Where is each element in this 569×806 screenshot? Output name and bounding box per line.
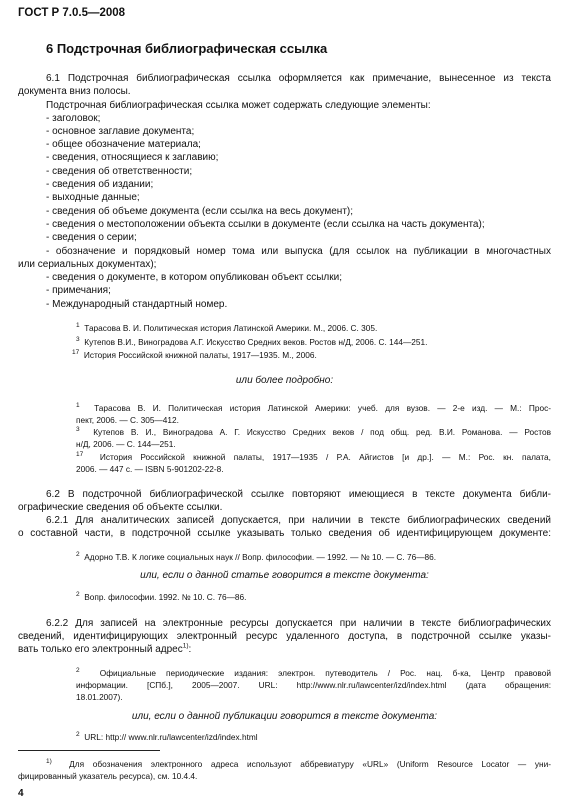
example-footnote — [76, 336, 427, 348]
footnote-marker: 1) — [46, 758, 52, 766]
para-6-2-line2: ографические сведения об объекте ссылки. — [18, 502, 223, 513]
example-footnote-line: 2006. — 447 с. — ISBN 5-901202-22-8. — [76, 464, 224, 474]
list-item: - сведения об ответственности; — [46, 166, 193, 177]
para-6-2-2-line3: вать только его электронный адрес$^{1)}$: — [18, 642, 192, 655]
list-item: - сведения об объеме документа (если ссылка на весь документ); — [46, 206, 354, 217]
footnote-marker: 2 — [76, 667, 80, 675]
example-footnote-line: информации. [СПб.], 2005—2007. URL: http://www.nlr.ru/lawcenter/izd/index.html (дата обращения: — [76, 680, 551, 690]
example-footnote-line: $^2$ Официальные периодические издания: электрон. путеводитель / Рос. нац. б-ка, Центр правовой — [76, 667, 551, 678]
example-footnote: $^2$ Адорно Т.В. К логике социальных наук // Вопр. философии. — 1992. — № 10. — С. 76—86. — [76, 551, 437, 562]
example-footnote: $^2$ Вопр. философии. 1992. № 10. С. 76—86. — [76, 591, 247, 602]
example-footnote-line: $^1$ Тарасова В. И. Политическая история Латинской Америки: учеб. для вузов. — 2-е изд. — М.: Прос- — [76, 402, 551, 413]
example-footnote-line: 18.01.2007). — [76, 692, 123, 702]
footnote-marker: 1 — [76, 402, 80, 410]
list-item: - выходные данные; — [46, 192, 140, 203]
para-6-1-line2: документа вниз полосы. — [18, 86, 131, 97]
section-title: 6 Подстрочная библиографическая ссылка — [46, 41, 328, 56]
footnote-ref: 1) — [182, 642, 189, 650]
list-item: - заголовок; — [46, 113, 101, 124]
example-footnote — [72, 349, 317, 361]
example-footnote — [76, 322, 377, 334]
footnote-marker: 3 — [76, 336, 80, 344]
footnote-marker: 17 — [72, 349, 80, 357]
example-footnote-line: н/Д, 2006. — С. 144—251. — [76, 439, 176, 449]
footnote-marker: 17 — [76, 451, 84, 459]
footnote-text: История Российской книжной палаты, 1917—1935. М., 2006. — [83, 350, 317, 360]
para-6-2-line1: 6.2 В подстрочной библиографической ссылке повторяют имеющиеся в тексте документа библи- — [46, 489, 551, 500]
para-6-2-2-line1: 6.2.2 Для записей на электронные ресурсы допускается при наличии в тексте библиографических — [46, 618, 551, 629]
page-footnote-line2: фицированный указатель ресурса), см. 10.4.4. — [18, 771, 198, 781]
footnote-marker: 1 — [76, 322, 80, 330]
list-item-continuation: или сериальных документах); — [18, 259, 157, 270]
footnote-text: Кутепов В.И., Виноградова А.Г. Искусство Средних веков. Ростов н/Д, 2006. С. 144—251. — [84, 337, 428, 347]
footnote-marker: 2 — [76, 551, 80, 559]
footnote-marker: 2 — [76, 591, 80, 599]
list-item: - примечания; — [46, 285, 111, 296]
example-footnote-line: пект, 2006. — С. 305—412. — [76, 415, 179, 425]
list-item: - общее обозначение материала; — [46, 139, 201, 150]
footnote-marker: 2 — [76, 731, 80, 739]
or-article-caption: или, если о данной статье говорится в тексте документа: — [140, 570, 429, 581]
page-footnote-line1: $^{1)}$ Для обозначения электронного адреса используют аббревиатуру «URL» (Uniform Resource Locator — уни- — [46, 758, 551, 769]
list-item: - сведения о серии; — [46, 232, 137, 243]
list-item: - сведения, относящиеся к заглавию; — [46, 152, 219, 163]
list-item: - сведения об издании; — [46, 179, 154, 190]
list-item: - сведения о местоположении объекта ссылки в документе (если ссылка на часть документа); — [46, 219, 485, 230]
para-6-1-elements-intro: Подстрочная библиографическая ссылка может содержать следующие элементы: — [46, 100, 431, 111]
standard-header: ГОСТ Р 7.0.5—2008 — [18, 7, 126, 19]
example-footnote-line: $^3$ Кутепов В. И., Виноградова А. Г. Искусство Средних веков / под общ. ред. В.И. Романова. — Ростов — [76, 426, 551, 437]
para-6-2-2-line2: сведений, идентифицирующих электронный ресурс удаленного доступа, в подстрочной ссылке указы- — [18, 631, 551, 642]
footnote-text: Тарасова В. И. Политическая история Латинской Америки. М., 2006. С. 305. — [84, 323, 378, 333]
example-footnote-line: $^{17}$ История Российской книжной палаты, 1917—1935 / Р.А. Айгистов [и др.]. — М.: Рос. кн. палата, — [76, 451, 551, 462]
example-footnote: $^2$ URL: http:// www.nlr.ru/lawcenter/izd/index.html — [76, 731, 258, 742]
para-6-1-line1: 6.1 Подстрочная библиографическая ссылка оформляется как примечание, вынесенное из текста — [46, 73, 551, 84]
para-6-2-1-line1: 6.2.1 Для аналитических записей допускается, при наличии в тексте библиографических сведений — [46, 515, 551, 526]
page-number: 4 — [18, 788, 24, 799]
list-item: - основное заглавие документа; — [46, 126, 195, 137]
or-publication-caption: или, если о данной публикации говорится в тексте документа: — [131, 711, 438, 722]
para-6-2-1-line2: о составной части, в подстрочной ссылке указывать только сведения об идентифицирующем документе: — [18, 528, 551, 539]
list-item: - обозначение и порядковый номер тома или выпуска (для ссылок на публикации в многочастных — [46, 246, 551, 257]
or-more-caption: или более подробно: — [235, 375, 334, 386]
footnote-marker: 3 — [76, 426, 80, 434]
list-item: - Международный стандартный номер. — [46, 299, 228, 310]
footnote-separator — [18, 750, 160, 751]
list-item: - сведения о документе, в котором опубликован объект ссылки; — [46, 272, 343, 283]
